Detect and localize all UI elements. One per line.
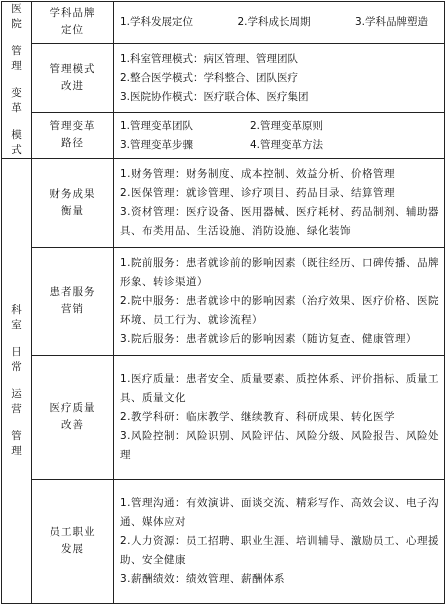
detail-item: 1.院前服务：患者就诊前的影响因素（既往经历、口碑传播、品牌形象、转诊渠道）	[120, 257, 440, 288]
detail-item: 1.管理变革团队	[120, 119, 194, 132]
detail-item: 4.管理变革方法	[250, 138, 324, 151]
detail-item: 2.院中服务：患者就诊中的影响因素（治疗效果、医疗价格、医院环境、员工行为、就诊流程）	[120, 295, 440, 326]
detail-item: 2.人力资源：员工招聘、职业生涯、培训辅导、激励员工、心理援助、安全健康	[120, 535, 440, 566]
detail-item: 2.教学科研：临床教学、继续教育、科研成果、转化医学	[120, 411, 396, 423]
row-details	[114, 356, 445, 480]
management-table	[1, 1, 445, 604]
row-details	[114, 159, 445, 248]
row-details	[114, 113, 445, 159]
row-details	[114, 2, 445, 44]
detail-item: 1.财务管理：财务制度、成本控制、效益分析、价格管理	[120, 168, 396, 180]
row-details	[114, 480, 445, 604]
section-label-daily-operations: 科 室 日 常 运 营 管 理	[2, 159, 32, 604]
row-label: 患者服务营销	[32, 248, 114, 356]
detail-item: 3.资材管理：医疗设备、医用器械、医疗耗材、药品制剂、辅助器具、布类用品、生活设施、消防设施、绿化装饰	[120, 206, 440, 237]
row-label: 医疗质量改善	[32, 356, 114, 480]
row-label: 员工职业发展	[32, 480, 114, 604]
detail-item: 3.管理变革步骤	[120, 138, 194, 151]
detail-item: 1.医疗质量：患者安全、质量要素、质控体系、评价指标、质量工具、质量文化	[120, 373, 440, 404]
table-row	[2, 480, 445, 604]
detail-item: 1.科室管理模式：病区管理、管理团队	[120, 52, 299, 65]
detail-item: 2.管理变革原则	[250, 119, 324, 132]
table-row	[2, 44, 445, 113]
table-row	[2, 159, 445, 248]
detail-item: 2.学科成长周期	[237, 16, 311, 29]
row-details	[114, 248, 445, 356]
detail-item: 2.医保管理：就诊管理、诊疗项目、药品目录、结算管理	[120, 187, 396, 199]
row-label: 财务成果衡量	[32, 159, 114, 248]
section-label-hospital-reform: 医 院 管 理 变 革 模 式	[2, 2, 32, 159]
detail-item: 3.薪酬绩效：绩效管理、薪酬体系	[120, 573, 286, 585]
detail-item: 3.风险控制：风险识别、风险评估、风险分级、风险报告、风险处理	[120, 430, 440, 461]
table-row	[2, 356, 445, 480]
detail-item: 1.管理沟通：有效演讲、面谈交流、精彩写作、高效会议、电子沟通、媒体应对	[120, 497, 440, 528]
row-label: 管理变革路径	[32, 113, 114, 159]
row-details	[114, 44, 445, 113]
row-label: 学科品牌定位	[32, 2, 114, 44]
table-row	[2, 2, 445, 44]
detail-item: 3.院后服务：患者就诊后的影响因素（随访复查、健康管理）	[120, 333, 418, 345]
row-label: 管理模式改进	[32, 44, 114, 113]
detail-item: 2.整合医学模式：学科整合、团队医疗	[120, 71, 299, 84]
detail-item: 1.学科发展定位	[120, 16, 194, 29]
detail-item: 3.学科品牌塑造	[354, 16, 428, 29]
detail-item: 3.医院协作模式：医疗联合体、医疗集团	[120, 90, 309, 103]
table-row	[2, 113, 445, 159]
table-row	[2, 248, 445, 356]
